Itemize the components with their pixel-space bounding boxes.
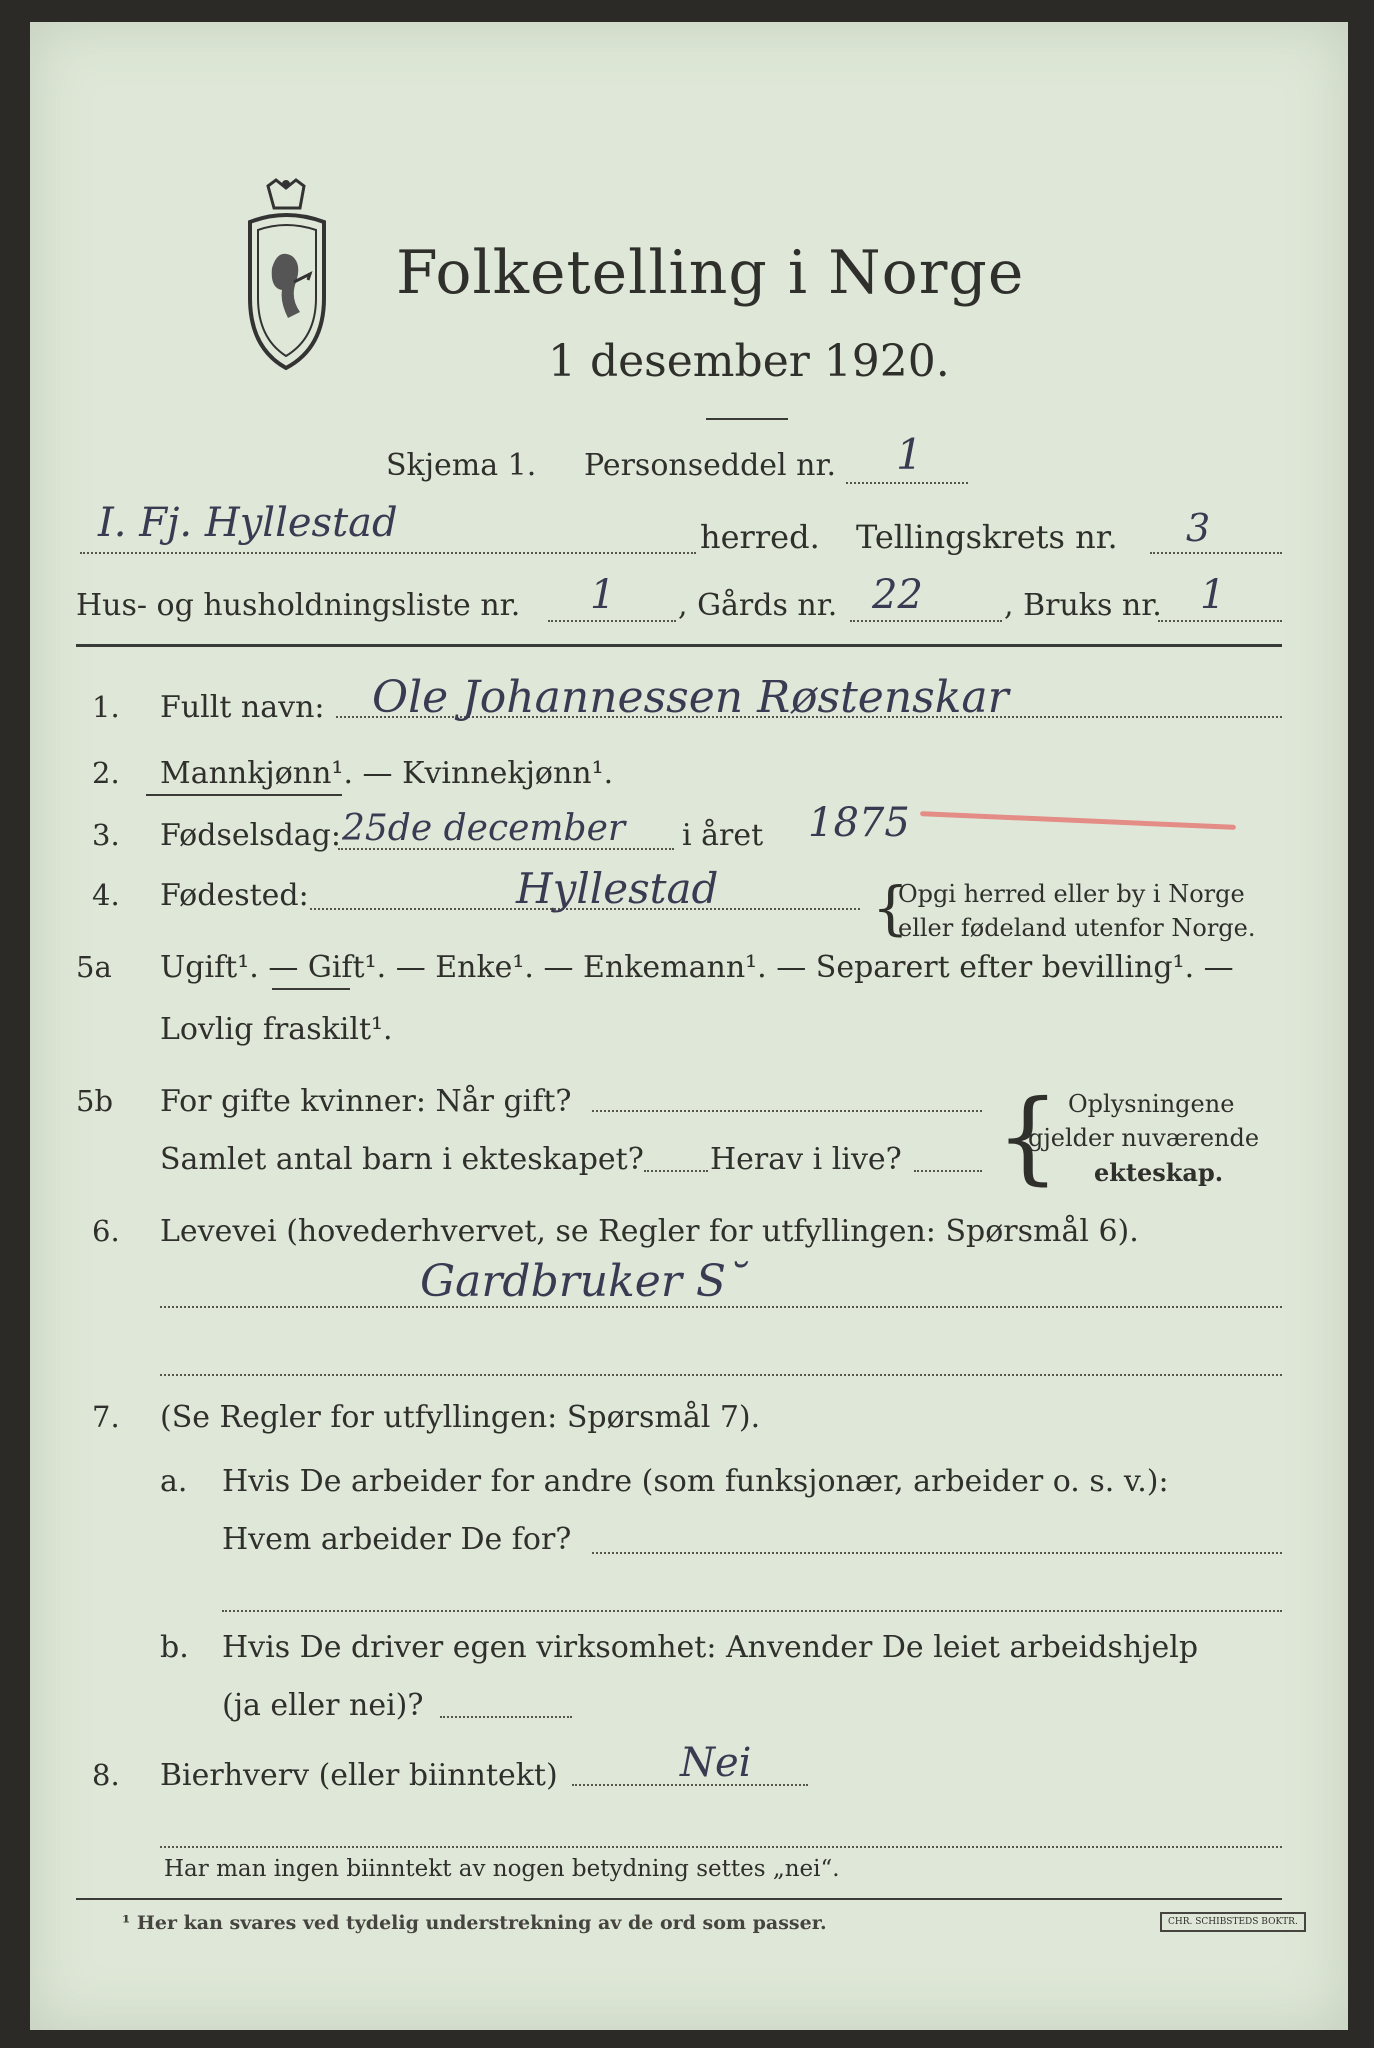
q4-brace: {: [872, 874, 909, 942]
q5a-label: Ugift¹. — Gift¹. — Enke¹. — Enkemann¹. — Separert efter bevilling¹. —: [160, 950, 1234, 985]
q3-number: 3.: [92, 818, 120, 852]
q5b-line-3: [914, 1170, 982, 1172]
q8-label: Bierhverv (eller biinntekt): [160, 1758, 558, 1793]
footnote: ¹ Her kan svares ved tydelig understrekning av de ord som passer.: [122, 1912, 827, 1934]
norway-coat-of-arms-icon: [228, 178, 346, 378]
q7-number: 7.: [92, 1400, 120, 1434]
q7b-label-2: (ja eller nei)?: [222, 1688, 424, 1723]
footer-rule: [76, 1898, 1282, 1900]
q6-line-2: [160, 1374, 1282, 1376]
household-line: [548, 620, 676, 622]
q1-value[interactable]: Ole Johannessen Røstenskar: [372, 672, 1009, 723]
person-slip-number[interactable]: 1: [896, 430, 923, 479]
q5a-number: 5a: [76, 950, 112, 984]
q5b-line-1: [592, 1110, 982, 1112]
q7b-letter: b.: [160, 1630, 189, 1665]
farm-label: , Gårds nr.: [678, 588, 838, 623]
q5b-label: For gifte kvinner: Når gift?: [160, 1084, 572, 1119]
q5b-label-3: Herav i live?: [710, 1142, 902, 1177]
municipality-value[interactable]: I. Fj. Hyllestad: [98, 500, 398, 546]
q7b-label: Hvis De driver egen virksomhet: Anvender De leiet arbeidshjelp: [222, 1630, 1199, 1665]
q4-note-2: eller fødeland utenfor Norge.: [898, 914, 1256, 942]
municipality-line: [80, 552, 696, 554]
q7a-label-2: Hvem arbeider De for?: [222, 1522, 572, 1557]
q6-number: 6.: [92, 1214, 120, 1248]
q2-underline: [146, 794, 342, 796]
bruks-line: [1158, 620, 1282, 622]
q3-year-label: i året: [682, 818, 764, 853]
district-line: [1150, 552, 1282, 554]
q4-note-1: Opgi herred eller by i Norge: [898, 880, 1245, 908]
district-value[interactable]: 3: [1186, 506, 1211, 550]
q4-value[interactable]: Hyllestad: [516, 864, 719, 913]
q5b-note-2: gjelder nuværende: [1028, 1124, 1260, 1152]
q5b-line-2: [644, 1170, 708, 1172]
q2-number: 2.: [92, 756, 120, 790]
q7-label: (Se Regler for utfyllingen: Spørsmål 7).: [160, 1400, 761, 1435]
q3-date-value[interactable]: 25de december: [342, 808, 626, 849]
q8-value[interactable]: Nei: [680, 1740, 752, 1786]
person-slip-line: [846, 482, 968, 484]
form-date: 1 desember 1920.: [548, 336, 950, 387]
schema-label: Skjema 1.: [386, 448, 537, 483]
q5a-label-2: Lovlig fraskilt¹.: [160, 1012, 393, 1047]
q2-label: Mannkjønn¹. — Kvinnekjønn¹.: [160, 756, 614, 791]
q4-number: 4.: [92, 878, 120, 912]
bruks-value[interactable]: 1: [1200, 572, 1226, 618]
form-title: Folketelling i Norge: [396, 238, 1025, 308]
household-list-label: Hus- og husholdningsliste nr.: [76, 588, 521, 623]
q5b-note-3: ekteskap.: [1094, 1158, 1224, 1187]
q4-label: Fødested:: [160, 878, 309, 913]
header-rule: [76, 644, 1282, 647]
q8-number: 8.: [92, 1758, 120, 1792]
q7a-line-2: [222, 1610, 1282, 1612]
q5b-note-1: Oplysningene: [1068, 1090, 1235, 1118]
footer-note: Har man ingen biinntekt av nogen betydning settes „nei“.: [164, 1856, 840, 1882]
q7b-line: [440, 1716, 572, 1718]
q5b-label-2: Samlet antal barn i ekteskapet?: [160, 1142, 644, 1177]
district-label: Tellingskrets nr.: [856, 518, 1118, 556]
q6-label: Levevei (hovederhvervet, se Regler for utfyllingen: Spørsmål 6).: [160, 1214, 1139, 1249]
q8-line-2: [160, 1846, 1282, 1848]
q1-label: Fullt navn:: [160, 690, 325, 725]
q5b-number: 5b: [76, 1084, 114, 1118]
person-slip-label: Personseddel nr.: [584, 448, 837, 483]
q7a-letter: a.: [160, 1464, 188, 1499]
q1-number: 1.: [92, 690, 120, 724]
q5b-brace: {: [996, 1078, 1060, 1195]
farm-line: [850, 620, 1002, 622]
q5a-underline: [272, 988, 350, 990]
household-value[interactable]: 1: [590, 572, 616, 618]
q6-value[interactable]: Gardbruker S˘: [420, 1256, 748, 1307]
q7a-line-1: [592, 1552, 1282, 1554]
title-rule: [706, 418, 788, 420]
q3-year-value[interactable]: 1875: [808, 800, 910, 846]
bruks-label: , Bruks nr.: [1004, 588, 1162, 623]
printer-stamp: CHR. SCHIBSTEDS BOKTR.: [1160, 1912, 1306, 1932]
farm-value[interactable]: 22: [872, 572, 923, 618]
municipality-label: herred.: [700, 518, 820, 556]
q7a-label: Hvis De arbeider for andre (som funksjonær, arbeider o. s. v.):: [222, 1464, 1169, 1499]
q3-label: Fødselsdag:: [160, 818, 341, 853]
